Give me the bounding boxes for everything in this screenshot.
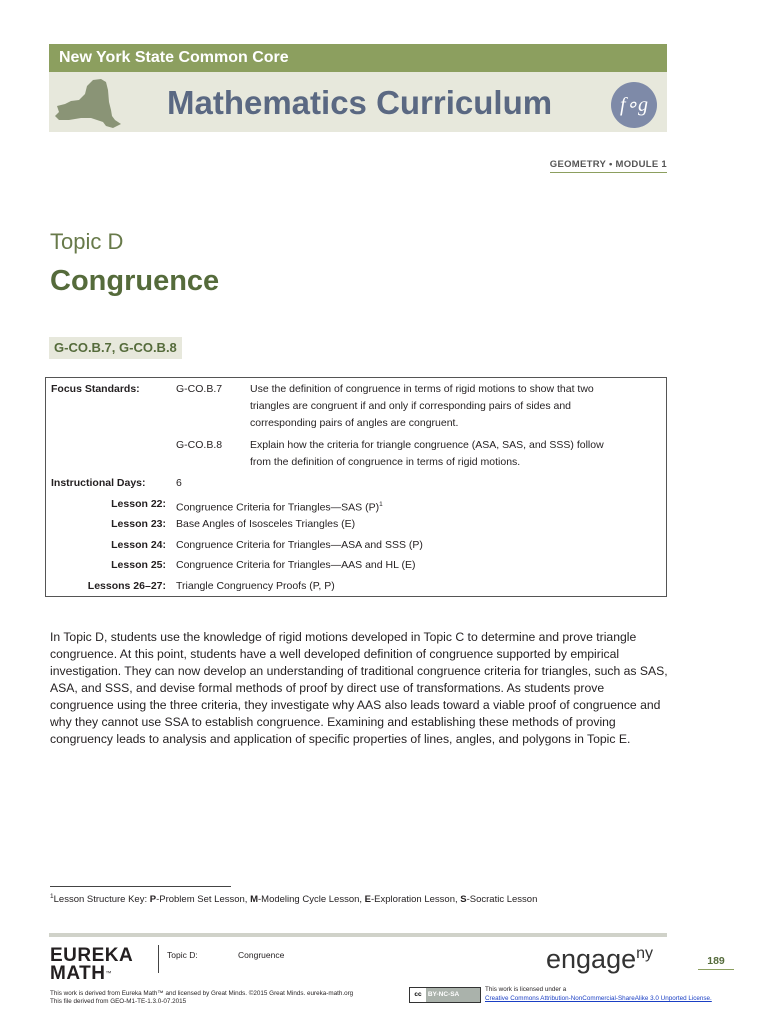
footnote-divider (50, 886, 231, 887)
derived-notice: This work is derived from Eureka Math™ and licensed by Great Minds. ©2015 Great Minds. eureka-math.org (50, 990, 354, 997)
function-composition-icon: f∘g (611, 82, 657, 128)
lesson-label: Lessons 26–27: (87, 580, 166, 592)
standard-code: G-CO.B.7 (176, 383, 223, 395)
header-title-area (49, 72, 667, 132)
instructional-days-value: 6 (176, 477, 182, 489)
lesson-title: Congruence Criteria for Triangles—SAS $(P)^1$ (176, 501, 383, 514)
footer-vertical-divider (158, 945, 159, 973)
footer-divider (49, 933, 667, 937)
topic-label: Topic D (50, 229, 124, 254)
lesson-label: Lesson 23: (111, 518, 166, 530)
module-label: GEOMETRY • MODULE 1 (550, 159, 667, 173)
engageny-logo: engage$^{ny}$ (546, 944, 654, 974)
header-band-text: New York State Common Core (59, 49, 289, 66)
standard-description-line: from the definition of congruence in terms of rigid motions. (250, 456, 521, 468)
instructional-days-label: Instructional Days: (51, 477, 146, 489)
lesson-title: Triangle Congruency Proofs (P, P) (176, 580, 335, 592)
new-york-state-map-icon (51, 76, 121, 130)
file-notice: This file derived from GEO-M1-TE-1.3.0-07.2015 (50, 998, 187, 1005)
footer-topic-label: Topic D: (167, 950, 198, 960)
standard-description-line: Use the definition of congruence in terms of rigid motions to show that two (250, 383, 594, 395)
lesson-label: Lesson 22: (111, 498, 166, 510)
topic-title: Congruence (50, 265, 220, 297)
license-link[interactable]: Creative Commons Attribution-NonCommercial-ShareAlike 3.0 Unported License. (485, 995, 712, 1002)
topic-overview-paragraph: In Topic D, students use the knowledge of rigid motions developed in Topic C to determine and prove triangle congruence. At this point, students have a well developed definition of congruence supported by empirical investigation. They can now develop an understanding of traditional congruence criteria for triangles, such as SAS, ASA, and SSS, and devise formal methods of proof by direct use of transformations. As students prove congruence using the three criteria, they investigate why AAS also leads toward a viable proof of congruence and why they cannot use SSA to establish congruence. Examining and establishing these methods of proving congruency leads to analysis and application of specific properties of lines, angles, and polygons in Topic E. (50, 630, 668, 746)
footnote: $^1$Lesson Structure Key: P-Problem Set Lesson, M-Modeling Cycle Lesson, E-Exploration Lesson, S-Socratic Lesson (50, 893, 538, 906)
lesson-title: Congruence Criteria for Triangles—ASA and SSS (P) (176, 539, 423, 551)
focus-standards-label: Focus Standards: (51, 383, 140, 395)
curriculum-title: Mathematics Curriculum (167, 84, 553, 121)
page-number: 189 (698, 955, 734, 970)
standard-description-line: triangles are congruent if and only if corresponding pairs of sides and (250, 400, 572, 412)
focus-standards-table (45, 377, 667, 597)
license-notice: This work is licensed under a (485, 986, 567, 993)
footnote-marker: 1 (379, 501, 383, 508)
standards-badge: G-CO.B.7, G-CO.B.8 (49, 337, 182, 359)
header-band (49, 44, 667, 72)
lesson-title: Base Angles of Isosceles Triangles (E) (176, 518, 356, 530)
eureka-math-logo: EUREKA MATH™ (50, 945, 134, 984)
standard-code: G-CO.B.8 (176, 439, 223, 451)
lesson-title: Congruence Criteria for Triangles—AAS and HL (E) (176, 559, 416, 571)
lesson-label: Lesson 25: (111, 559, 166, 571)
standard-description-line: Explain how the criteria for triangle congruence (ASA, SAS, and SSS) follow (250, 439, 604, 451)
footer-topic-name: Congruence (238, 950, 285, 960)
lesson-label: Lesson 24: (111, 539, 166, 551)
creative-commons-badge-icon: cc BY-NC-SA (409, 987, 481, 1003)
standard-description-line: corresponding pairs of angles are congruent. (250, 417, 459, 429)
